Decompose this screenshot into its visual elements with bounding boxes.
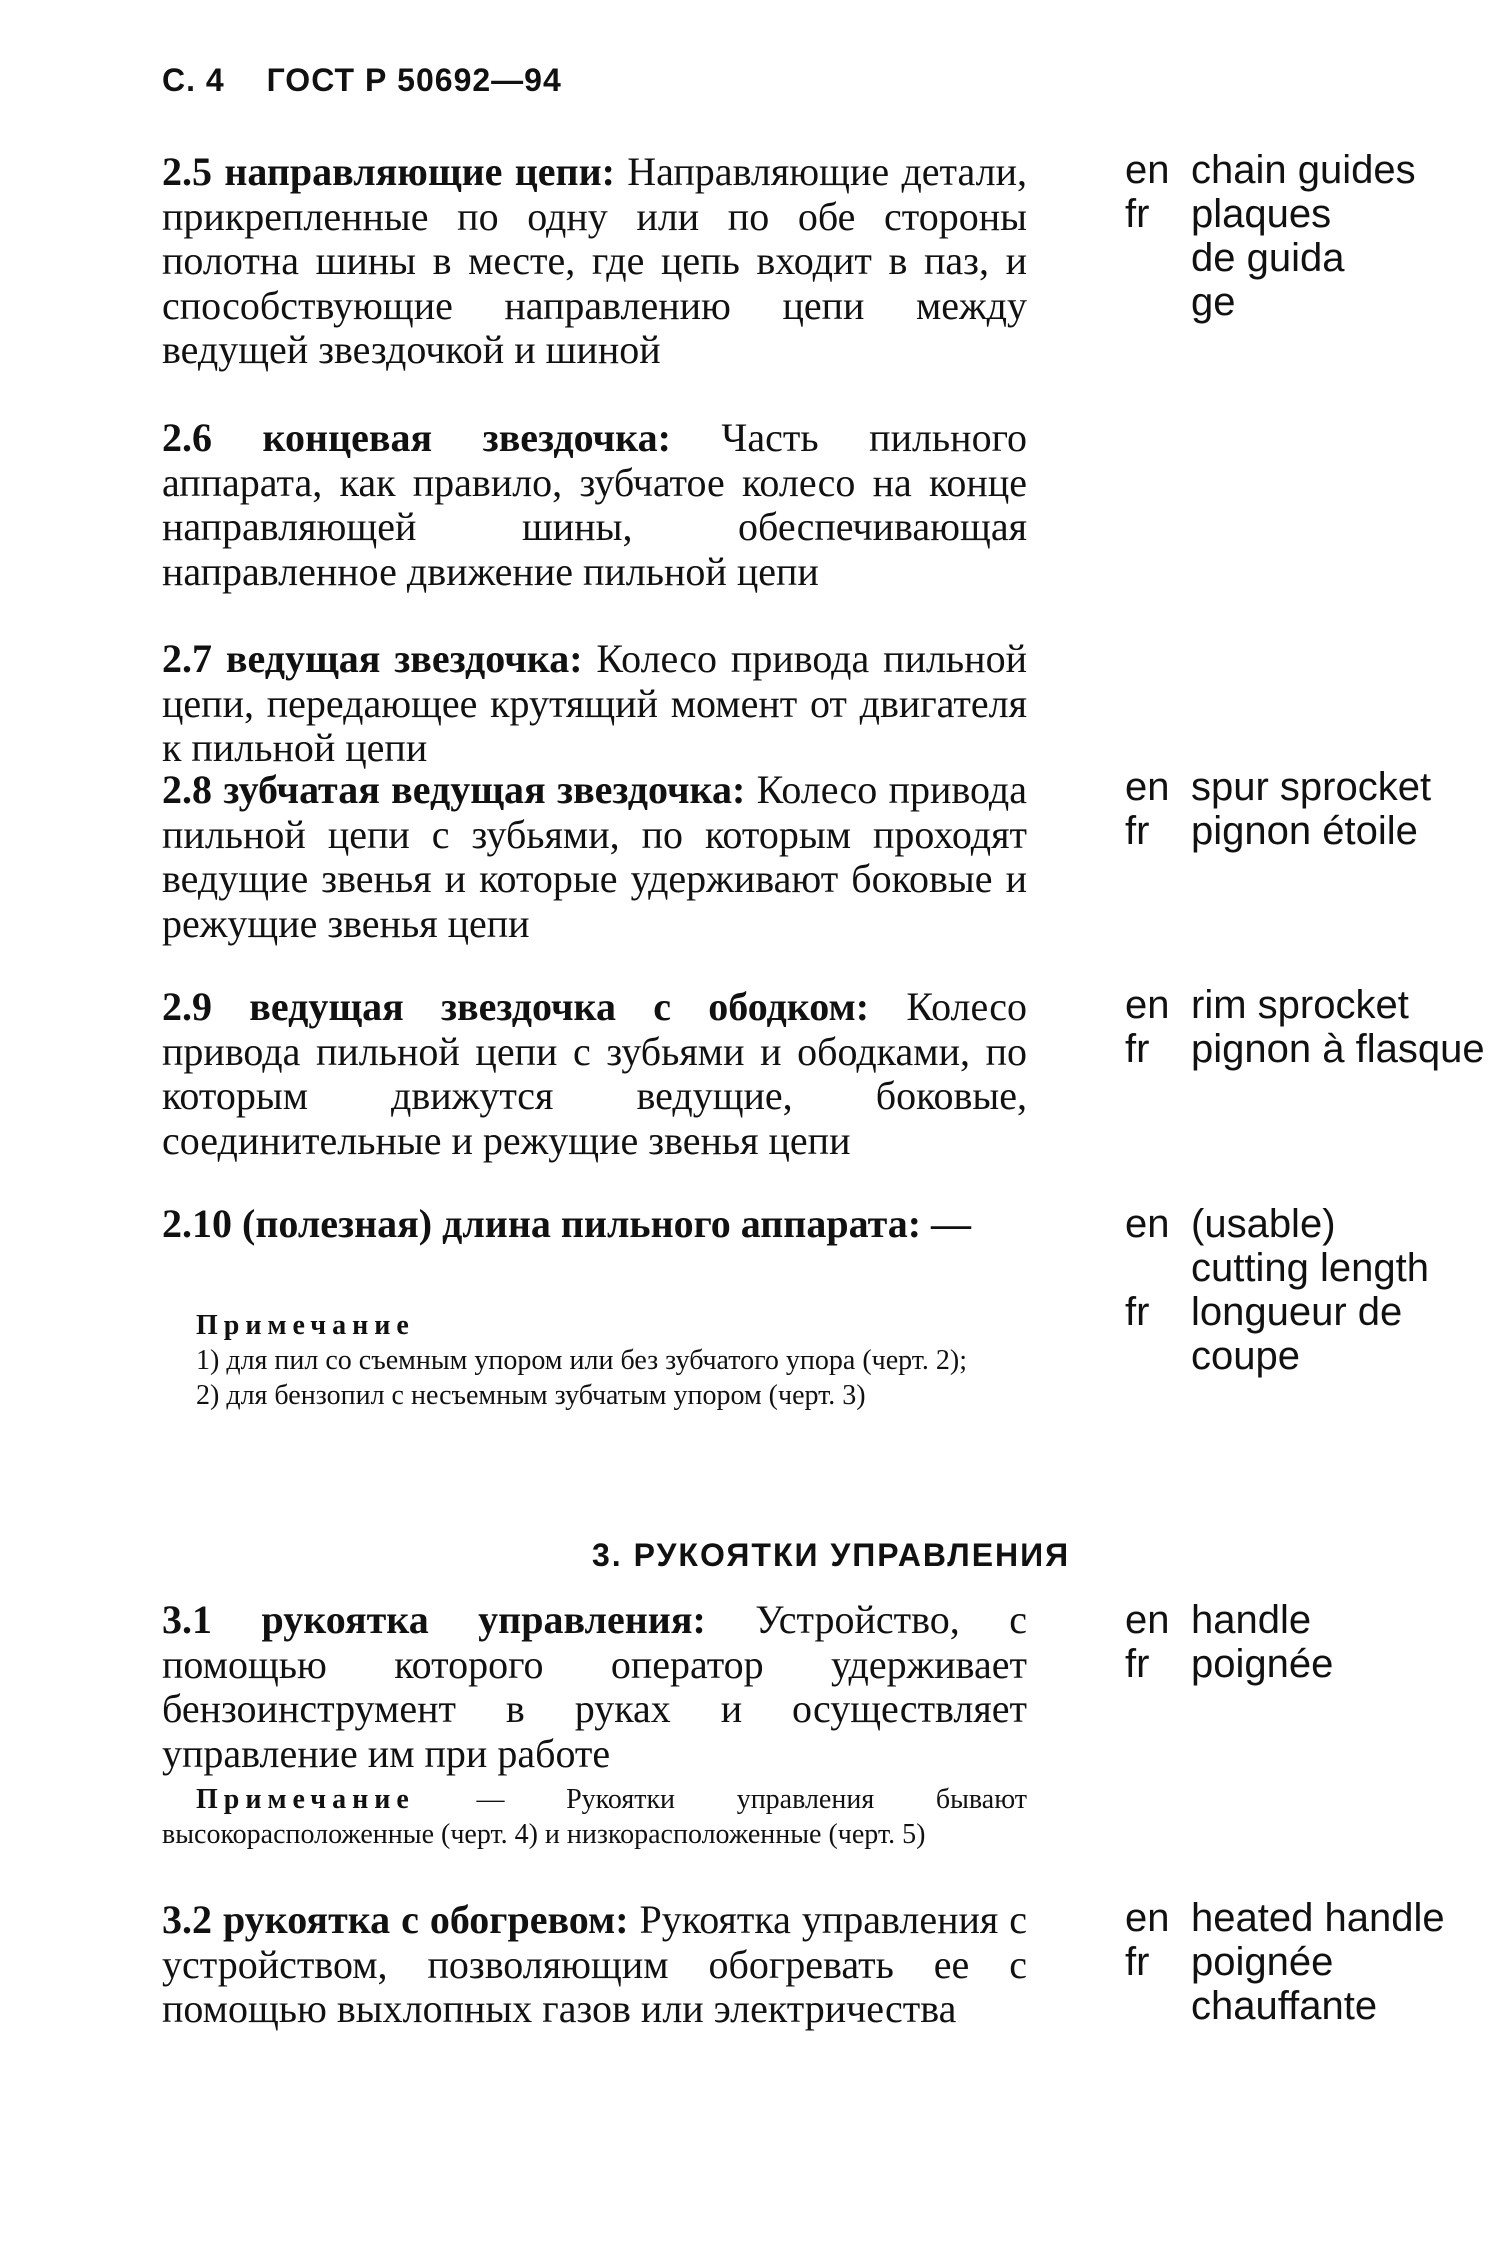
term-title: 2.8 зубчатая ведущая звездочка: [162,767,746,812]
term-definition: — [921,1201,972,1246]
equivalents-2-5 [1125,148,1505,324]
lang-code-fr: fr [1125,1290,1150,1334]
term-definition: Колесо привода пильной цепи с зубьями и ободками, по которым движутся ведущие, боковые, соединительные и режущие звенья цепи [162,984,1028,1163]
lang-code-fr: fr [1125,1940,1150,1984]
lang-code-en: en [1125,1202,1170,1246]
french-equivalent: pignon étoile [1191,809,1418,853]
equivalents-3-2 [1125,1896,1505,2028]
page-header [162,62,562,99]
french-equivalent: pignon à flasque [1191,1027,1485,1071]
term-title: 3.2 рукоятка с обогревом: [162,1897,629,1942]
french-equivalent: plaques de guidage [1191,192,1345,324]
term-title: 2.5 направляющие цепи: [162,149,615,194]
lang-code-fr: fr [1125,1642,1150,1686]
lang-code-fr: fr [1125,809,1150,853]
english-equivalent: chain guides [1191,148,1416,192]
term-entry-2-10 [162,1202,1027,1247]
note-label: Примечание [196,1310,415,1341]
english-equivalent: rim sprocket [1191,983,1409,1027]
french-equivalent: longueur de coupe [1191,1290,1403,1378]
term-entry-3-1 [162,1598,1027,1776]
lang-code-en: en [1125,148,1170,192]
french-equivalent: poignée chauffante [1191,1940,1378,2028]
french-equivalent: poignée [1191,1642,1334,1686]
term-entry-2-9 [162,985,1027,1163]
lang-code-fr: fr [1125,192,1150,236]
lang-code-en: en [1125,1896,1170,1940]
note-2-10 [162,1308,1027,1413]
term-entry-2-7 [162,637,1027,771]
equivalents-2-9 [1125,983,1505,1071]
note-item: 2) для бензопил с несъемным зубчатым упором (черт. 3) [196,1380,866,1411]
term-definition: Часть пильного аппарата, как правило, зубчатое колесо на конце направляющей шины, обеспечивающая направленное движение пильной цепи [162,415,1027,594]
term-entry-2-8 [162,768,1027,946]
section-title: 3. РУКОЯТКИ УПРАВЛЕНИЯ [592,1537,1071,1573]
english-equivalent: handle [1191,1598,1312,1642]
term-title: 2.10 (полезная) длина пильного аппарата: [162,1201,922,1246]
term-title: 2.9 ведущая звездочка с ободком: [162,984,870,1029]
note-item: 1) для пил со съемным упором или без зубчатого упора (черт. 2); [196,1345,968,1376]
term-definition: Устройство, с помощью которого оператор удерживает бензоинструмент в руках и осуществляет управление им при работе [162,1597,1028,1776]
standard-code: ГОСТ Р 50692—94 [266,62,562,98]
lang-code-en: en [1125,765,1170,809]
equivalents-3-1 [1125,1598,1505,1686]
term-entry-2-6 [162,416,1027,594]
term-definition: Рукоятка управления с устройством, позволяющим обогревать ее с помощью выхлопных газов или электричества [162,1897,1027,2031]
term-title: 3.1 рукоятка управления: [162,1597,706,1642]
lang-code-fr: fr [1125,1027,1150,1071]
term-entry-3-2 [162,1898,1027,2032]
term-definition: Колесо привода пильной цепи, передающее крутящий момент от двигателя к пильной цепи [162,636,1027,770]
english-equivalent: spur sprocket [1191,765,1432,809]
english-equivalent: (usable) cutting length [1191,1202,1429,1290]
term-entry-2-5 [162,150,1027,373]
english-equivalent: heated handle [1191,1896,1445,1940]
note-label: Примечание [196,1784,415,1815]
term-title: 2.6 концевая звездочка: [162,415,671,460]
page-number: С. 4 [162,62,225,98]
lang-code-en: en [1125,983,1170,1027]
term-definition: Колесо привода пильной цепи с зубьями, по которым проходят ведущие звенья и которые удерживают боковые и режущие звенья цепи [162,767,1027,946]
term-definition: Направляющие детали, прикрепленные по одну или по обе стороны полотна шины в месте, где цепь входит в паз, и способствующие направлению цепи между ведущей звездочкой и шиной [162,149,1027,372]
equivalents-2-10 [1125,1202,1505,1378]
note-3-1 [162,1782,1027,1852]
lang-code-en: en [1125,1598,1170,1642]
term-title: 2.7 ведущая звездочка: [162,636,583,681]
equivalents-2-8 [1125,765,1505,853]
note-text: — Рукоятки управления бывают высокорасположенные (черт. 4) и низкорасположенные (черт. 5) [162,1784,1027,1850]
